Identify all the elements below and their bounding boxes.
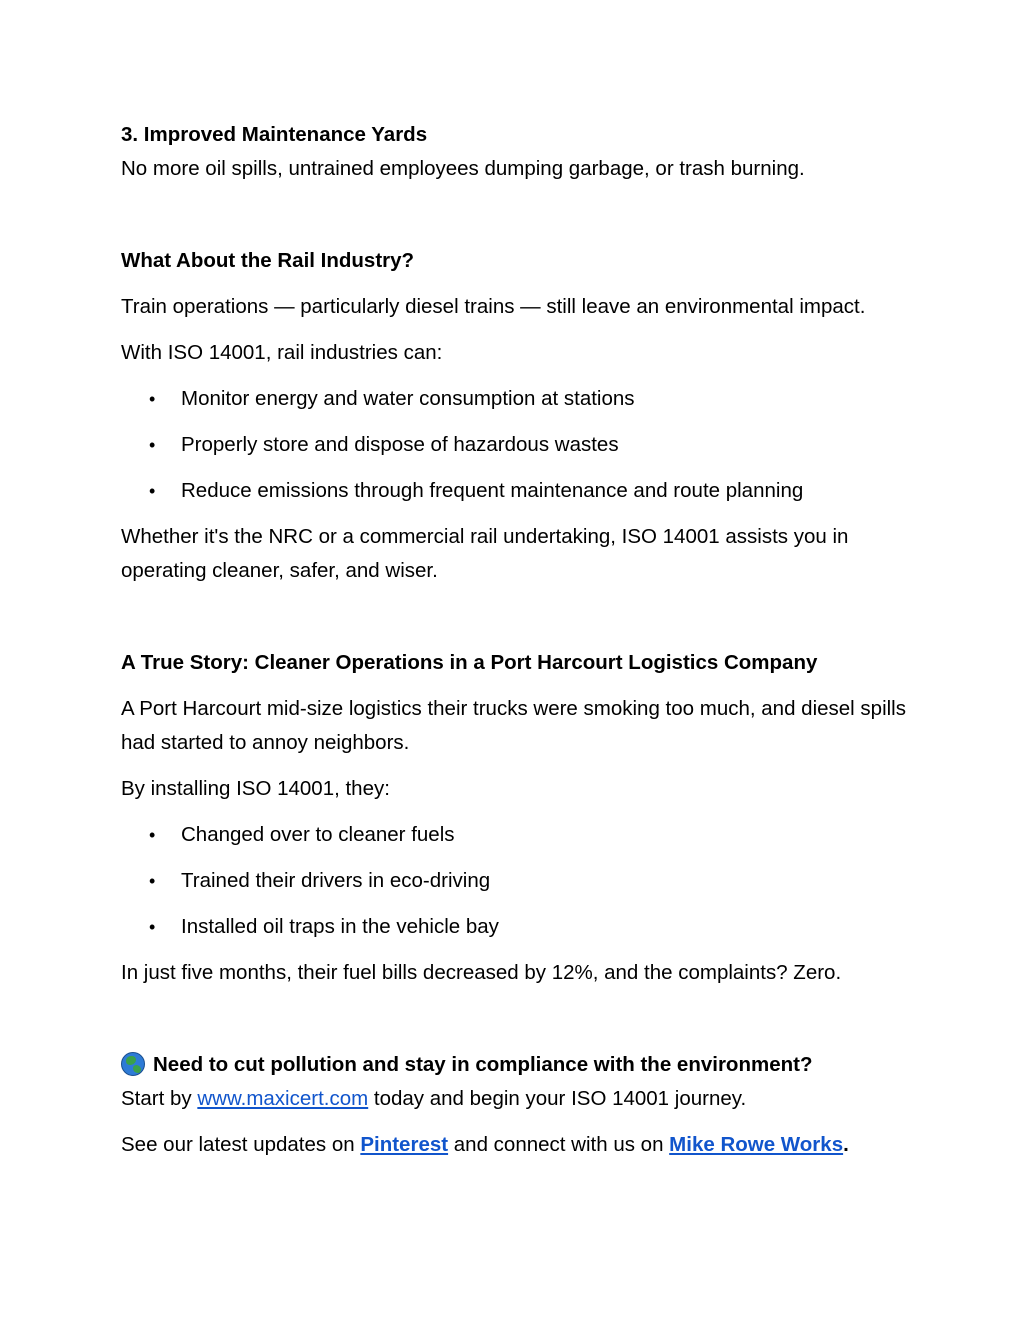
maxicert-link[interactable]: www.maxicert.com: [197, 1087, 369, 1110]
section-title-maintenance: 3. Improved Maintenance Yards: [121, 123, 428, 146]
rail-list: [121, 382, 921, 508]
rail-lead: With ISO 14001, rail industries can:: [121, 341, 443, 364]
list-item: • Reduce emissions through frequent maintenance and route planning: [121, 474, 921, 508]
mike-rowe-works-link[interactable]: Mike Rowe Works: [669, 1133, 844, 1156]
story-list: [121, 818, 921, 944]
globe-icon: [121, 1052, 145, 1076]
list-item: • Trained their drivers in eco-driving: [121, 864, 921, 898]
spacer: [121, 588, 921, 646]
cta-headline-row: [121, 1048, 921, 1082]
story-lead: By installing ISO 14001, they:: [121, 777, 390, 800]
cta-start-suffix: today and begin your ISO 14001 journey.: [368, 1087, 747, 1110]
list-item: • Installed oil traps in the vehicle bay: [121, 910, 921, 944]
spacer: [121, 990, 921, 1048]
cta-start-prefix: Start by: [121, 1087, 198, 1110]
cta-updates-line: [121, 1128, 921, 1162]
cta-updates-suffix: .: [843, 1133, 849, 1156]
rail-intro: Train operations — particularly diesel trains — still leave an environmental impact.: [121, 295, 866, 318]
section-title-rail: What About the Rail Industry?: [121, 249, 415, 272]
list-item: • Monitor energy and water consumption at stations: [121, 382, 921, 416]
document-page: [121, 118, 921, 1162]
section-body-maintenance: No more oil spills, untrained employees dumping garbage, or trash burning.: [121, 157, 805, 180]
list-item: • Changed over to cleaner fuels: [121, 818, 921, 852]
cta-updates-prefix: See our latest updates on: [121, 1133, 361, 1156]
cta-updates-middle: and connect with us on: [448, 1133, 670, 1156]
section-title-story: A True Story: Cleaner Operations in a Port Harcourt Logistics Company: [121, 651, 818, 674]
story-closing: In just five months, their fuel bills decreased by 12%, and the complaints? Zero.: [121, 961, 842, 984]
pinterest-link[interactable]: Pinterest: [360, 1133, 449, 1156]
rail-closing: Whether it's the NRC or a commercial rail undertaking, ISO 14001 assists you in operating cleaner, safer, and wiser.: [121, 525, 849, 582]
cta-start-line: [121, 1082, 921, 1116]
list-item: • Properly store and dispose of hazardous wastes: [121, 428, 921, 462]
cta-headline: Need to cut pollution and stay in compliance with the environment?: [153, 1053, 813, 1076]
story-intro: A Port Harcourt mid-size logistics their trucks were smoking too much, and diesel spills had started to annoy neighbors.: [121, 697, 906, 754]
spacer: [121, 186, 921, 244]
